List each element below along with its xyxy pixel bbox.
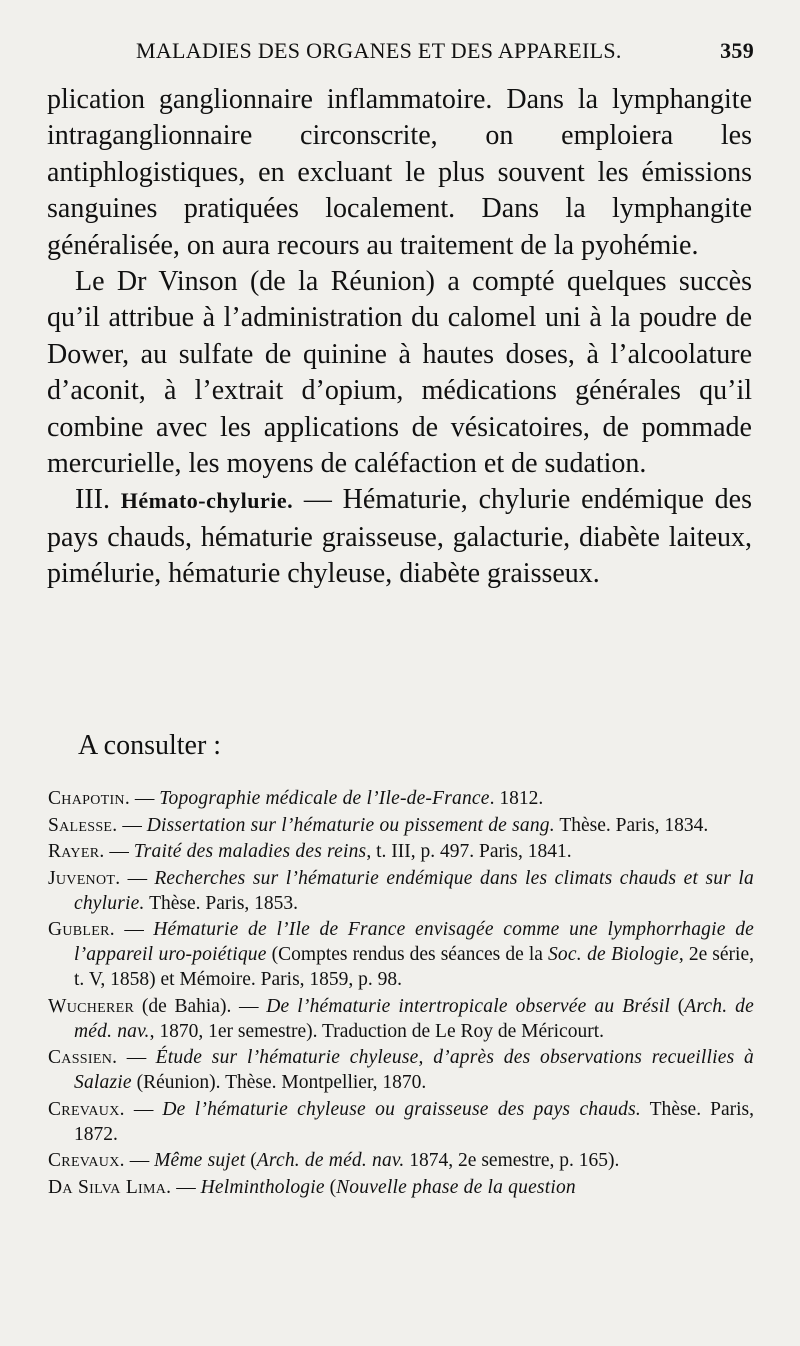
body-text: [47, 82, 752, 593]
ref-title: Recherches sur l’hématurie endémique dans les climats chauds et sur la chylurie.: [74, 867, 754, 914]
ref-title: Traité des maladies des reins: [133, 841, 367, 862]
ref-title: Même sujet: [154, 1150, 246, 1171]
ref-title: De l’hématurie intertropicale observée au Brésil: [266, 995, 670, 1017]
ref-author: Crevaux.: [48, 1098, 125, 1120]
section-title: Hémato-chylurie.: [120, 488, 294, 514]
ref-author: Rayer.: [48, 841, 105, 862]
reference-item: Rayer. — Traité des maladies des reins, t. III, p. 497. Paris, 1841.: [48, 841, 572, 862]
consult-heading: A consulter :: [78, 730, 222, 761]
reference-item: Juvenot. — Recherches sur l’hématurie endémique dans les climats chauds et sur la chylurie. Thèse. Paris, 1853.: [48, 867, 754, 914]
ref-title: Hématurie de l’Ile de France envisagée comme une lymphorrhagie de l’appareil uro-poiétique: [74, 919, 755, 965]
section-number: III.: [75, 484, 110, 516]
running-header: [136, 38, 754, 64]
ref-author: Crevaux.: [48, 1150, 125, 1171]
running-title: MALADIES DES ORGANES ET DES APPAREILS.: [136, 38, 622, 63]
reference-item: Da Silva Lima. — Helminthologie (Nouvelle phase de la question: [48, 1176, 576, 1198]
ref-title: Dissertation sur l’hématurie ou pissement de sang.: [146, 814, 555, 836]
reference-item: Chapotin. — Topographie médicale de l’Ile-de-France. 1812.: [48, 788, 544, 809]
page-number: 359: [720, 38, 754, 63]
ref-title: Topographie médicale de l’Ile-de-France: [159, 788, 490, 809]
reference-list: [48, 786, 754, 1201]
ref-author: Da Silva Lima.: [48, 1176, 172, 1198]
ref-title: Étude sur l’hématurie chyleuse, d’après des observations recueillies à Salazie: [74, 1047, 755, 1093]
ref-author: Cassien.: [48, 1047, 118, 1068]
section-text: — Hématurie, chylurie endémique des pays chauds, hématurie graisseuse, galacturie, diabète laiteux, pimélurie, hématurie chyleuse, diabète graisseux.: [47, 484, 752, 590]
ref-author: Wucherer: [48, 995, 135, 1017]
reference-item: Gubler. — Hématurie de l’Ile de France envisagée comme une lymphorrhagie de l’appareil uro-poiétique (Comptes rendus des séances de la Soc. de Biologie, 2e série, t. V, 1858) et Mémoire. Paris, 1859, p. 98.: [48, 919, 755, 990]
paragraph: Le Dr Vinson (de la Réunion) a compté quelques succès qu’il attribue à l’administration du calomel uni à la poudre de Dower, au sulfate de quinine à hautes doses, à l’alcoolature d’aconit, à l’extrait d’opium, médications générales qu’il combine avec les applications de vésicatoires, de pommade mercurielle, les moyens de caléfaction et de sudation.: [47, 266, 752, 480]
reference-item: Crevaux. — De l’hématurie chyleuse ou graisseuse des pays chauds. Thèse. Paris, 1872.: [48, 1098, 754, 1145]
reference-item: Salesse. — Dissertation sur l’hématurie ou pissement de sang. Thèse. Paris, 1834.: [48, 814, 709, 836]
reference-item: Cassien. — Étude sur l’hématurie chyleuse, d’après des observations recueillies à Salazie (Réunion). Thèse. Montpellier, 1870.: [48, 1047, 755, 1093]
ref-author: Gubler.: [48, 919, 115, 940]
reference-item: Wucherer (de Bahia). — De l’hématurie intertropicale observée au Brésil (Arch. de méd. nav., 1870, 1er semestre). Traduction de Le Roy de Méricourt.: [48, 995, 754, 1042]
reference-item: Crevaux. — Même sujet (Arch. de méd. nav. 1874, 2e semestre, p. 165).: [48, 1150, 620, 1171]
ref-title: De l’hématurie chyleuse ou graisseuse des pays chauds.: [162, 1098, 641, 1120]
section-paragraph: [47, 482, 752, 592]
ref-author: Salesse.: [48, 814, 118, 836]
paragraph: plication ganglionnaire inflammatoire. Dans la lymphangite intraganglionnaire circonscrite, on emploiera les antiphlogistiques, en excluant le plus souvent les émissions sanguines pratiquées localement. Dans la lymphangite généralisée, on aura recours au traitement de la pyohémie.: [47, 84, 752, 261]
ref-author: Chapotin.: [48, 788, 131, 809]
ref-title: Helminthologie: [200, 1176, 325, 1198]
ref-author: Juvenot.: [48, 867, 121, 889]
